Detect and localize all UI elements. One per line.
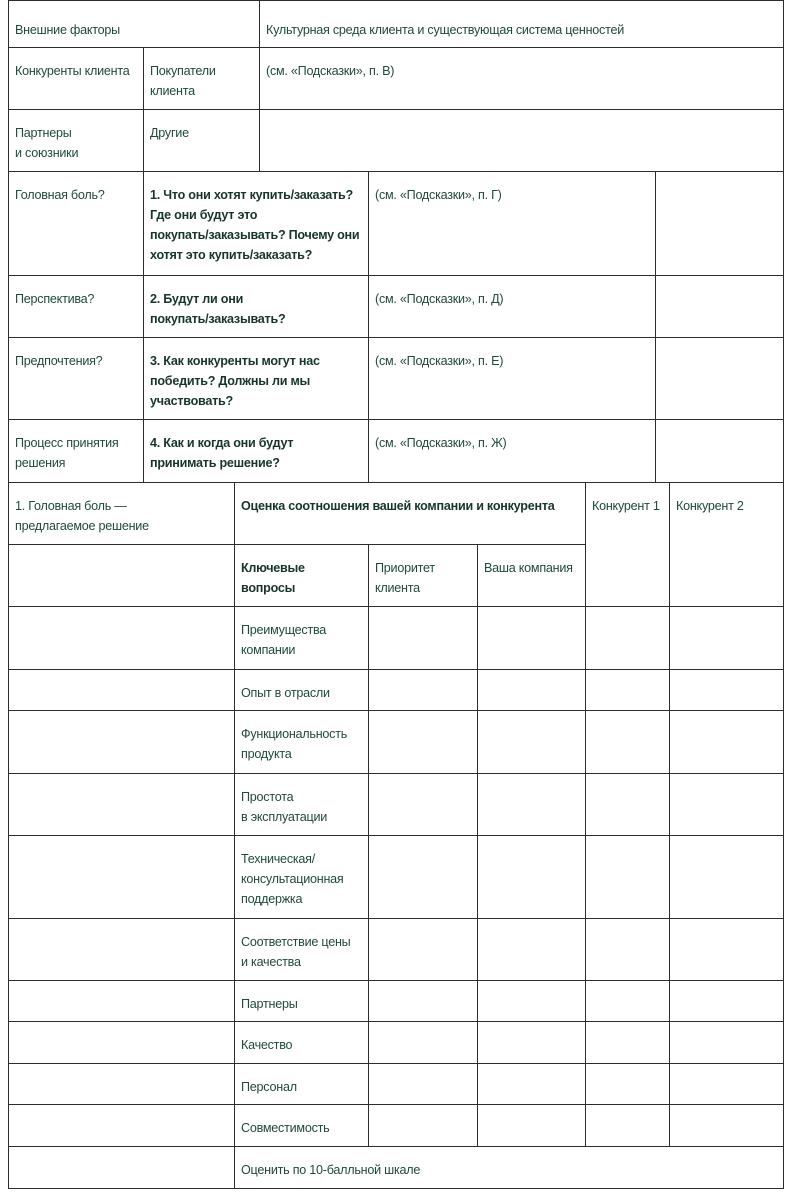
key-questions-header: Ключевые вопросы <box>241 561 305 595</box>
rule <box>8 0 784 1</box>
criterion-label: Соответствие цены и качества <box>241 935 351 969</box>
question-hint: (см. «Подсказки», п. Д) <box>375 292 504 306</box>
rule <box>8 669 784 670</box>
rule <box>8 980 784 981</box>
rule <box>8 773 784 774</box>
rule <box>8 1146 784 1147</box>
rule <box>8 544 586 545</box>
question-label: Процесс принятия решения <box>15 436 119 470</box>
client-priority-header: Приоритет клиента <box>375 561 435 595</box>
external-factors-label: Внешние факторы <box>15 23 120 37</box>
rule <box>8 1021 784 1022</box>
criterion-label: Техническая/ консультационная поддержка <box>241 852 344 906</box>
rule <box>8 47 784 48</box>
rule <box>8 710 784 711</box>
rule <box>8 1188 784 1189</box>
rating-scale-label: Оценить по 10-балльной шкале <box>241 1163 421 1177</box>
client-competitors-label: Конкуренты клиента <box>15 64 130 78</box>
evaluation-title: Оценка соотношения вашей компании и конкурента <box>241 499 555 513</box>
question-label: Головная боль? <box>15 188 105 202</box>
rule <box>655 171 656 482</box>
rule <box>8 1104 784 1105</box>
rule <box>8 1063 784 1064</box>
rule <box>669 482 670 1146</box>
rule <box>8 606 784 607</box>
client-buyers-label: Покупатели клиента <box>150 64 216 98</box>
pain-solution-label: 1. Головная боль — предлагаемое решение <box>15 499 149 533</box>
rule <box>8 109 784 110</box>
criterion-label: Опыт в отрасли <box>241 686 330 700</box>
question-label: Перспектива? <box>15 292 95 306</box>
competitor-1-header: Конкурент 1 <box>592 499 660 513</box>
question-text: 1. Что они хотят купить/заказать? Где они будут это покупать/заказывать? Почему они хотят это купить/заказать? <box>150 188 360 262</box>
criterion-label: Персонал <box>241 1080 297 1094</box>
competitor-2-header: Конкурент 2 <box>676 499 744 513</box>
question-hint: (см. «Подсказки», п. Ж) <box>375 436 507 450</box>
criterion-label: Функциональность продукта <box>241 727 348 761</box>
criterion-label: Партнеры <box>241 997 298 1011</box>
question-hint: (см. «Подсказки», п. Е) <box>375 354 504 368</box>
question-label: Предпочтения? <box>15 354 103 368</box>
criterion-label: Простота в эксплуатации <box>241 790 328 824</box>
criterion-label: Совместимость <box>241 1121 330 1135</box>
others-label: Другие <box>150 126 189 140</box>
rule <box>8 482 784 483</box>
rule <box>8 171 784 172</box>
rule <box>477 544 478 1146</box>
hint-b: (см. «Подсказки», п. В) <box>266 64 395 78</box>
rule <box>8 918 784 919</box>
your-company-header: Ваша компания <box>484 561 573 575</box>
question-hint: (см. «Подсказки», п. Г) <box>375 188 502 202</box>
partners-label: Партнеры и союзники <box>15 126 79 160</box>
question-text: 3. Как конкуренты могут нас победить? Должны ли мы участвовать? <box>150 354 320 408</box>
rule <box>8 419 784 420</box>
criterion-label: Преимущества компании <box>241 623 327 657</box>
rule <box>8 337 784 338</box>
rule <box>585 482 586 1146</box>
question-text: 4. Как и когда они будут принимать решение? <box>150 436 294 470</box>
rule <box>8 835 784 836</box>
culture-label: Культурная среда клиента и существующая система ценностей <box>266 23 625 37</box>
rule <box>783 0 784 1189</box>
rule <box>368 544 369 1146</box>
criterion-label: Качество <box>241 1038 293 1052</box>
question-text: 2. Будут ли они покупать/заказывать? <box>150 292 286 326</box>
rule <box>8 275 784 276</box>
